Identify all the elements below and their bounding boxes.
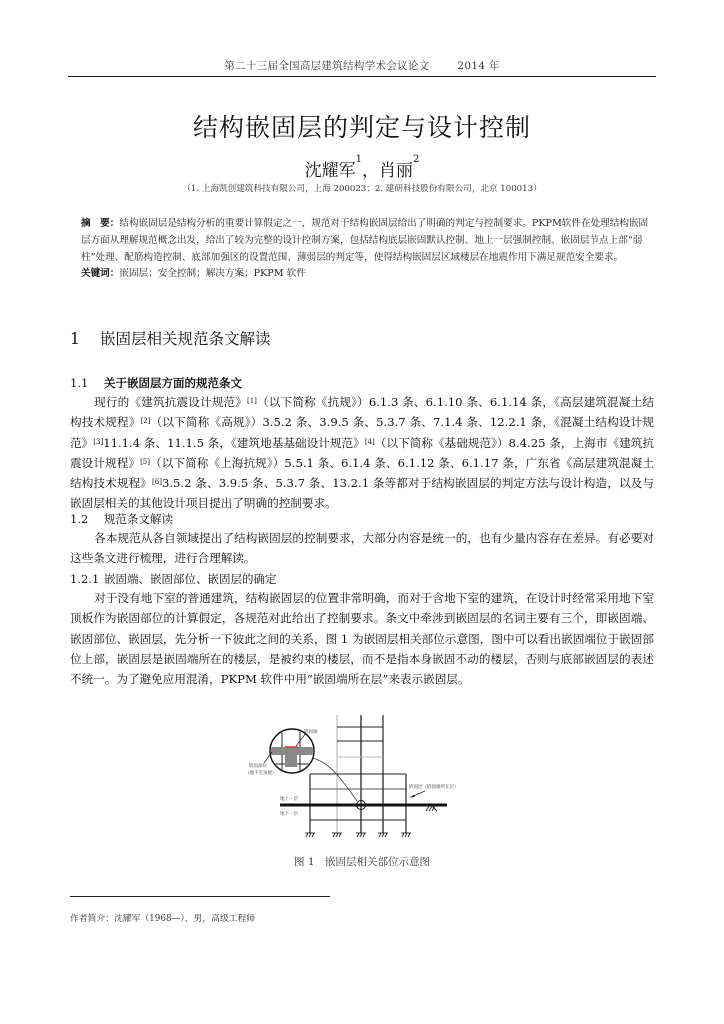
section-title: 嵌固端、嵌固部位、嵌固层的确定 (104, 572, 277, 586)
text-run: 11.1.4 条、11.1.5 条，《建筑地基基础设计规范》 (103, 435, 365, 450)
abstract-label: 摘 要： (81, 218, 120, 229)
text-run: 现行的《建筑抗震设计规范》 (94, 395, 247, 409)
citation-ref[interactable]: [3] (93, 437, 104, 446)
abstract-block (81, 216, 651, 283)
section-title: 嵌固层相关规范条文解读 (100, 330, 271, 348)
section-heading-1-1 (70, 375, 242, 391)
footnote-rule (70, 896, 330, 897)
keywords-line (81, 266, 651, 283)
running-header (0, 58, 724, 73)
figure-caption: 图 1 嵌固层相关部位示意图 (293, 856, 431, 868)
text-run: 3.5.2 条、3.9.5 条、5.3.7 条、13.2.1 条等都对于结构嵌固层的判定方法与设计构造，以及与嵌固层相关的其他设计项目提出了明确的控制要求。 (70, 476, 654, 511)
section-title: 关于嵌固层方面的规范条文 (104, 376, 242, 390)
text-run: （以下简称《基础规范》）8.4.25 条，上海市《建筑抗震设计规程》 (70, 435, 654, 470)
label-fixed-location: 嵌固部位 (249, 764, 267, 769)
label-fixed-location-note: （地下室顶板） (245, 771, 277, 776)
author-name: 肖丽 (379, 161, 413, 181)
section-heading-1-2 (70, 511, 173, 527)
conference-year: 2014 年 (457, 60, 500, 72)
label-fixed-floor: 嵌固层（嵌固端所在层） (409, 785, 459, 790)
section-number: 1.1 (70, 376, 89, 390)
affiliations: （1. 上海凯创建筑科技有限公司，上海 200023；2. 建研科技股份有限公司，北京 100013） (182, 184, 542, 194)
section-heading-1-2-1 (70, 571, 277, 587)
author-line (0, 156, 724, 181)
citation-ref[interactable]: [2] (140, 417, 151, 426)
text-run: 各本规范从各自领域提出了结构嵌固层的控制要求，大部分内容是统一的，也有少量内容存在差异。有必要对这些条文进行梳理，进行合理解读。 (70, 531, 654, 566)
author-footnote: 作者简介：沈耀军（1968—），男，高级工程师 (70, 914, 256, 924)
paragraph-1-2 (70, 528, 654, 569)
detail-callout (264, 728, 316, 775)
section-title: 规范条文解读 (104, 512, 173, 526)
paragraph-1-2-1 (70, 588, 654, 689)
citation-ref[interactable]: [6] (152, 478, 162, 487)
section-number: 1 (70, 330, 80, 348)
abstract-text: 结构嵌固层是结构分析的重要计算假定之一，规范对于结构嵌固层给出了明确的判定与控制要求。PKPM软件在处理结构嵌固层方面从理解规范概念出发，给出了较为完整的设计控制方案，包括结构底层嵌固默认控制、地上一层强制控制、嵌固层节点上部“弱柱”处理、配筋构造控制、底部加强区的设置范围、薄弱层的判定等，使得结构嵌固层区域楼层在地震作用下满足规范安全要求。 (81, 218, 649, 263)
abstract-paragraph (81, 216, 651, 266)
text-run: （以下简称《抗规》）6.1.3 条、6.1.10 条、6.1.14 条，《高层建筑混凝土结构技术规程》 (70, 395, 654, 430)
author-name: 沈耀军 (304, 161, 356, 181)
author-separator: ， (362, 161, 379, 181)
paper-title: 结构嵌固层的判定与设计控制 (192, 113, 531, 142)
section-number: 1.2.1 (70, 572, 100, 586)
paragraph-1-1 (70, 392, 654, 514)
text-run: （以下简称《高规》）3.5.2 条、3.9.5 条、5.3.7 条、7.1.4 条、12.2.1 条，《混凝土结构设计规范》 (70, 415, 654, 450)
figure-1-diagram (220, 715, 480, 845)
citation-ref[interactable]: [1] (246, 397, 257, 405)
header-rule (68, 76, 656, 77)
label-above-ground-1: 地上一层 (280, 797, 298, 802)
author-mark: 2 (413, 154, 420, 165)
section-number: 1.2 (70, 512, 89, 526)
label-fixed-end: 嵌固端 (304, 730, 318, 735)
keywords-text: 嵌固层；安全控制；解决方案；PKPM 软件 (119, 268, 306, 280)
text-run: 对于没有地下室的普通建筑，结构嵌固层的位置非常明确，而对于含地下室的建筑，在设计时经常采用地下室顶板作为嵌固部位的计算假定，各规范对此给出了控制要求。条文中牵涉到嵌固层的名词主要有三个，即嵌固端、嵌固部位、嵌固层，先分析一下彼此之间的关系，图 1 为嵌固层相关部位示意图，图中可以看出嵌固端位于嵌固部位上部，嵌固层是嵌固端所在的楼层，是被约束的楼层，而不是指本身嵌固不动的楼层，否则与底部嵌固层的表述不统一。为了避免应用混淆，PKPM 软件中用“嵌固端所在层”来表示嵌固层。 (70, 591, 654, 687)
conference-name: 第二十三届全国高层建筑结构学术会议论文 (224, 60, 430, 72)
fixed-support-icons (305, 833, 411, 837)
citation-ref[interactable]: [4] (364, 437, 375, 446)
citation-ref[interactable]: [5] (140, 457, 150, 466)
label-below-ground-1: 地下一层 (280, 812, 298, 817)
section-heading-1 (70, 327, 271, 349)
text-run: （以下简称《上海抗规》）5.5.1 条、6.1.4 条、6.1.12 条、6.1.17 条，广东省《高层建筑混凝土结构技术规程》 (70, 455, 654, 491)
author-mark: 1 (355, 154, 362, 165)
keywords-label: 关键词： (81, 268, 120, 280)
